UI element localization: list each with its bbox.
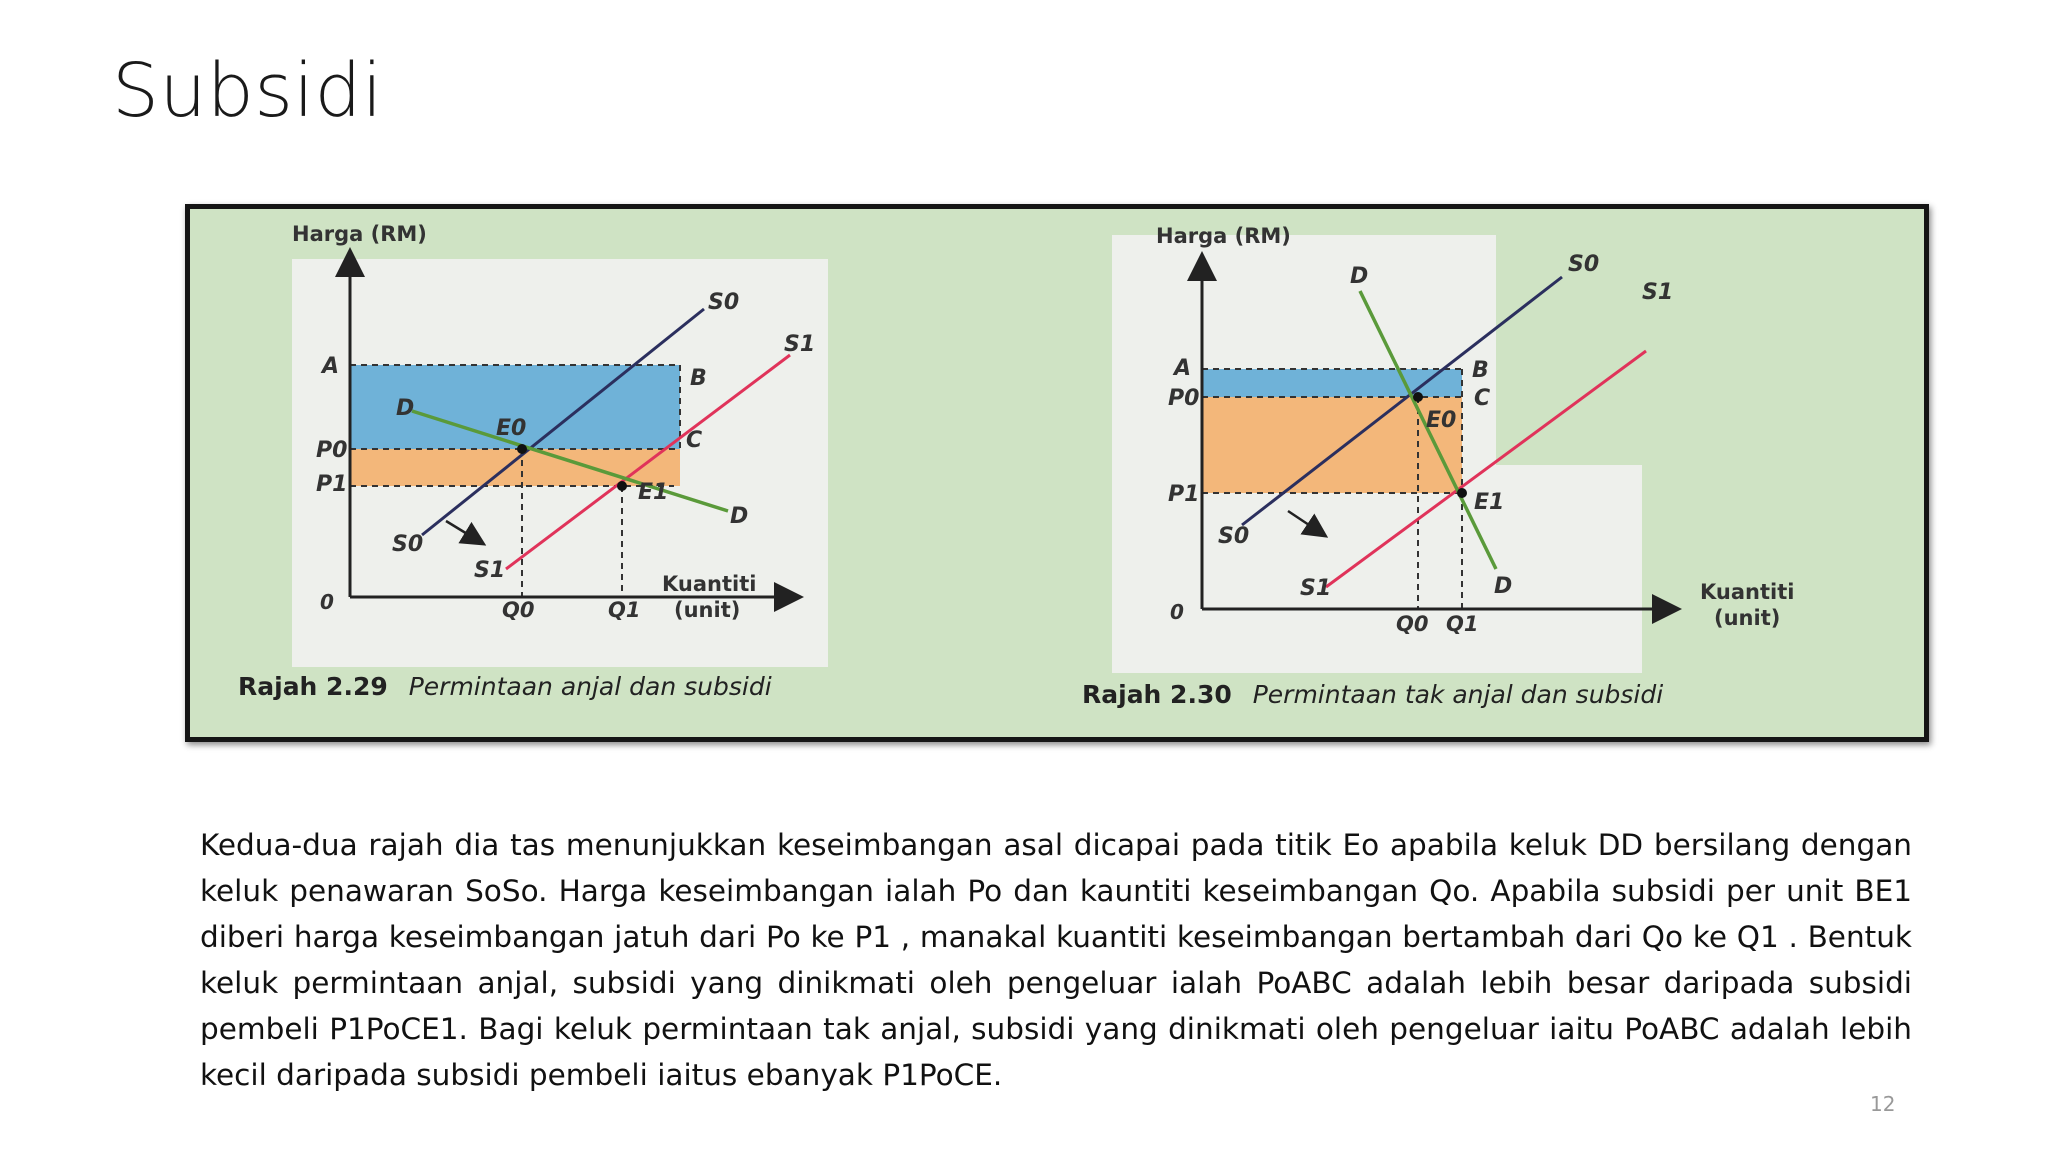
caption-number-2: Rajah 2.30 xyxy=(1082,680,1232,709)
origin-label-1: 0 xyxy=(320,590,334,614)
figure-photo xyxy=(185,204,1929,742)
label-b-1: B xyxy=(690,366,707,391)
equilibrium-e0-1 xyxy=(517,444,527,454)
label-b-2: B xyxy=(1472,358,1489,383)
label-s1-bottom-1: S1 xyxy=(474,558,506,583)
caption-number-1: Rajah 2.29 xyxy=(238,672,388,701)
origin-label-2: 0 xyxy=(1170,600,1184,624)
diagram-elastic xyxy=(238,222,828,701)
label-d-start-2: D xyxy=(1350,264,1369,289)
label-d-end-2: D xyxy=(1494,574,1513,599)
x-axis-label-1b: (unit) xyxy=(674,598,741,622)
label-s0-bottom-1: S0 xyxy=(392,532,424,557)
page-number: 12 xyxy=(1870,1092,1896,1116)
label-e1-2: E1 xyxy=(1474,490,1505,515)
caption-2 xyxy=(1082,680,1663,709)
label-p0-1: P0 xyxy=(316,438,348,463)
label-s0-bottom-2: S0 xyxy=(1218,524,1250,549)
caption-1 xyxy=(238,672,772,701)
label-q0-1: Q0 xyxy=(502,598,535,622)
caption-text-2: Permintaan tak anjal dan subsidi xyxy=(1252,680,1664,709)
label-a-2: A xyxy=(1174,356,1192,381)
explanation-paragraph: Kedua-dua rajah dia tas menunjukkan keseimbangan asal dicapai pada titik Eo apabila keluk DD bersilang dengan keluk penawaran SoSo. Harga keseimbangan ialah Po dan kauntiti keseimbangan Qo. Apabila subsidi per unit BE1 diberi harga keseimbangan jatuh dari Po ke P1 , manakal kuantiti keseimbangan bertambah dari Qo ke Q1 . Bentuk keluk permintaan anjal, subsidi yang dinikmati oleh pengeluar ialah PoABC adalah lebih besar daripada subsidi pembeli P1PoCE1. Bagi keluk permintaan tak anjal, subsidi yang dinikmati oleh pengeluar iaitu PoABC adalah lebih kecil daripada subsidi pembeli iaitus ebanyak P1PoCE. xyxy=(200,828,1912,1092)
label-s0-top-2: S0 xyxy=(1568,252,1600,277)
label-s0-top-1: S0 xyxy=(708,290,740,315)
diagrams-svg xyxy=(190,209,1924,737)
label-d-start-1: D xyxy=(396,396,415,421)
consumer-subsidy-area-2 xyxy=(1202,397,1462,493)
diagram-inelastic xyxy=(1082,224,1794,709)
x-axis-label-2a: Kuantiti xyxy=(1700,580,1795,604)
label-s1-top-1: S1 xyxy=(784,332,816,357)
x-axis-label-2b: (unit) xyxy=(1714,606,1781,630)
label-a-1: A xyxy=(322,354,340,379)
label-p1-2: P1 xyxy=(1168,482,1200,507)
y-axis-label-1: Harga (RM) xyxy=(292,222,427,246)
label-e0-2: E0 xyxy=(1426,408,1457,433)
label-q1-2: Q1 xyxy=(1446,612,1479,636)
equilibrium-e0-2 xyxy=(1413,392,1423,402)
label-e1-1: E1 xyxy=(638,480,669,505)
label-s1-top-2: S1 xyxy=(1642,280,1674,305)
y-axis-label-2: Harga (RM) xyxy=(1156,224,1291,248)
equilibrium-e1-2 xyxy=(1457,488,1467,498)
label-d-end-1: D xyxy=(730,504,749,529)
label-p0-2: P0 xyxy=(1168,386,1200,411)
label-p1-1: P1 xyxy=(316,472,348,497)
label-s1-bottom-2: S1 xyxy=(1300,576,1332,601)
label-q0-2: Q0 xyxy=(1396,612,1429,636)
equilibrium-e1-1 xyxy=(617,481,627,491)
caption-text-1: Permintaan anjal dan subsidi xyxy=(408,672,772,701)
x-axis-label-1a: Kuantiti xyxy=(662,572,757,596)
label-e0-1: E0 xyxy=(496,416,527,441)
label-c-1: C xyxy=(686,428,703,453)
label-c-2: C xyxy=(1474,386,1491,411)
label-q1-1: Q1 xyxy=(608,598,641,622)
slide-title: Subsidi xyxy=(112,48,383,134)
